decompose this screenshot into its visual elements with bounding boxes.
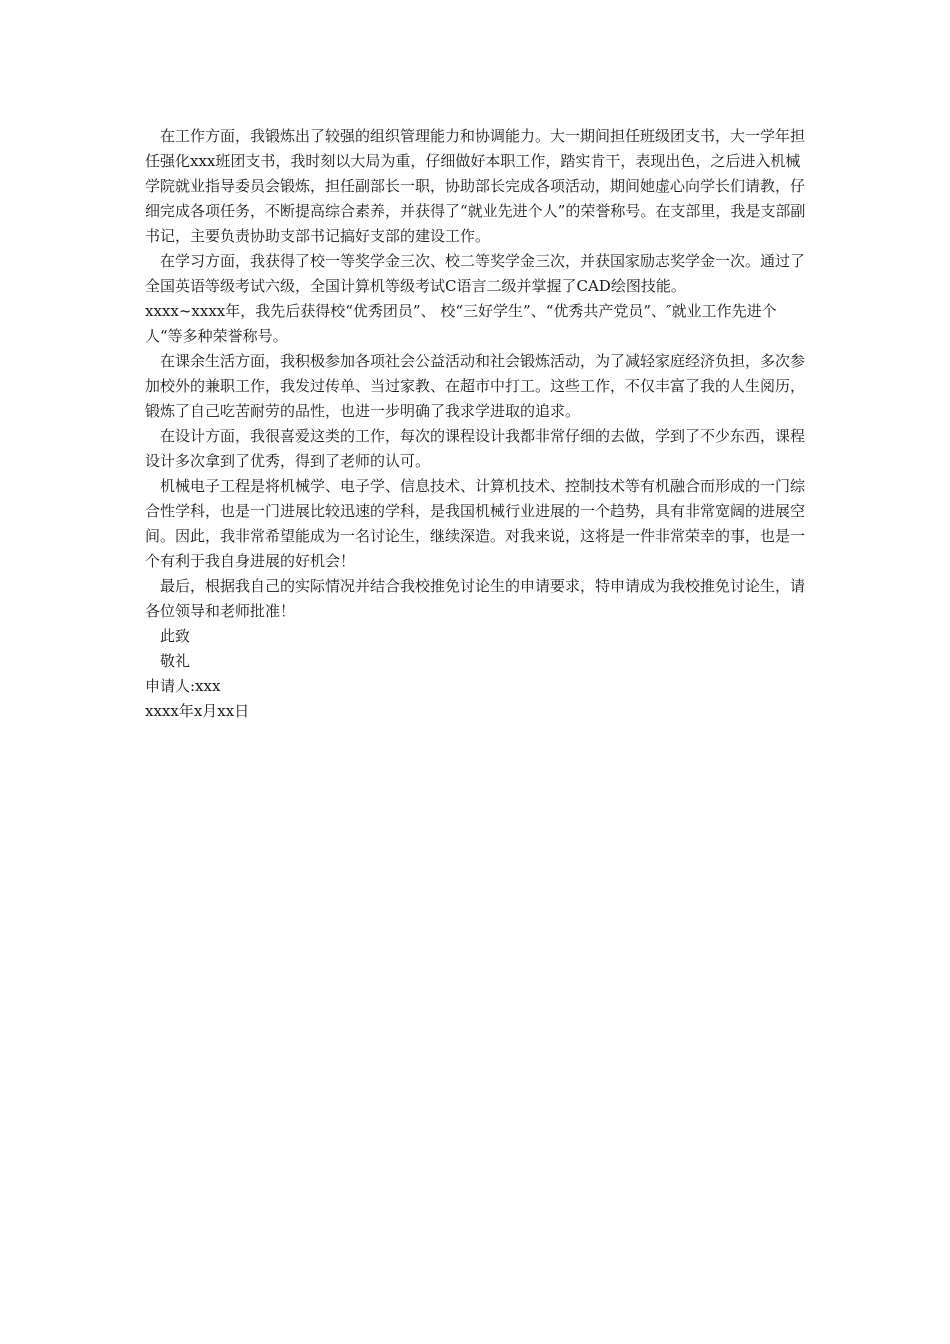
application-date: xxxx年x月xx日 <box>145 702 250 720</box>
paragraph-work: 在工作方面，我锻炼出了较强的组织管理能力和协调能力。大一期间担任班级团支书，大一学年担任强化xxx班团支书，我时刻以大局为重，仔细做好本职工作，踏实肯干，表现出色，之后进入机械学院就业指导委员会锻炼，担任副部长一职，协助部长完成各项活动，期间她虚心向学长们请教，仔细完成各项任务，不断提高综合素养，并获得了“就业先进个人”的荣誉称号。在支部里，我是支部副书记，主要负责协助支部书记搞好支部的建设工作。 <box>145 127 806 245</box>
paragraph-honors: xxxx~xxxx年，我先后获得校“优秀团员”、 校“三好学生”、“优秀共产党员”、″就业工作先进个人“等多种荣誉称号。 <box>145 302 777 345</box>
document-body <box>145 124 810 724</box>
closing-text: 此致 <box>160 627 191 645</box>
salutation-text: 敬礼 <box>160 652 191 670</box>
paragraph-design: 在设计方面，我很喜爱这类的工作，每次的课程设计我都非常仔细的去做，学到了不少东西，课程设计多次拿到了优秀，得到了老师的认可。 <box>145 427 806 470</box>
paragraph-extracurricular: 在课余生活方面，我积极参加各项社会公益活动和社会锻炼活动，为了减轻家庭经济负担，多次参加校外的兼职工作，我发过传单、当过家教、在超市中打工。这些工作，不仅丰富了我的人生阅历，锻炼了自己吃苦耐劳的品性，也进一步明确了我求学进取的追求。 <box>145 352 806 420</box>
paragraph-request: 最后，根据我自己的实际情况并结合我校推免讨论生的申请要求，特申请成为我校推免讨论生，请各位领导和老师批准！ <box>145 577 806 620</box>
paragraph-major: 机械电子工程是将机械学、电子学、信息技术、计算机技术、控制技术等有机融合而形成的一门综合性学科，也是一门进展比较迅速的学科，是我国机械行业进展的一个趋势，具有非常宽阔的进展空间。因此，我非常希望能成为一名讨论生，继续深造。对我来说，这将是一件非常荣幸的事，也是一个有利于我自身进展的好机会！ <box>145 477 806 570</box>
applicant-signature: 申请人:xxx <box>145 677 221 695</box>
paragraph-study: 在学习方面，我获得了校一等奖学金三次、校二等奖学金三次，并获国家励志奖学金一次。通过了全国英语等级考试六级，全国计算机等级考试C语言二级并掌握了CAD绘图技能。 <box>145 252 806 295</box>
